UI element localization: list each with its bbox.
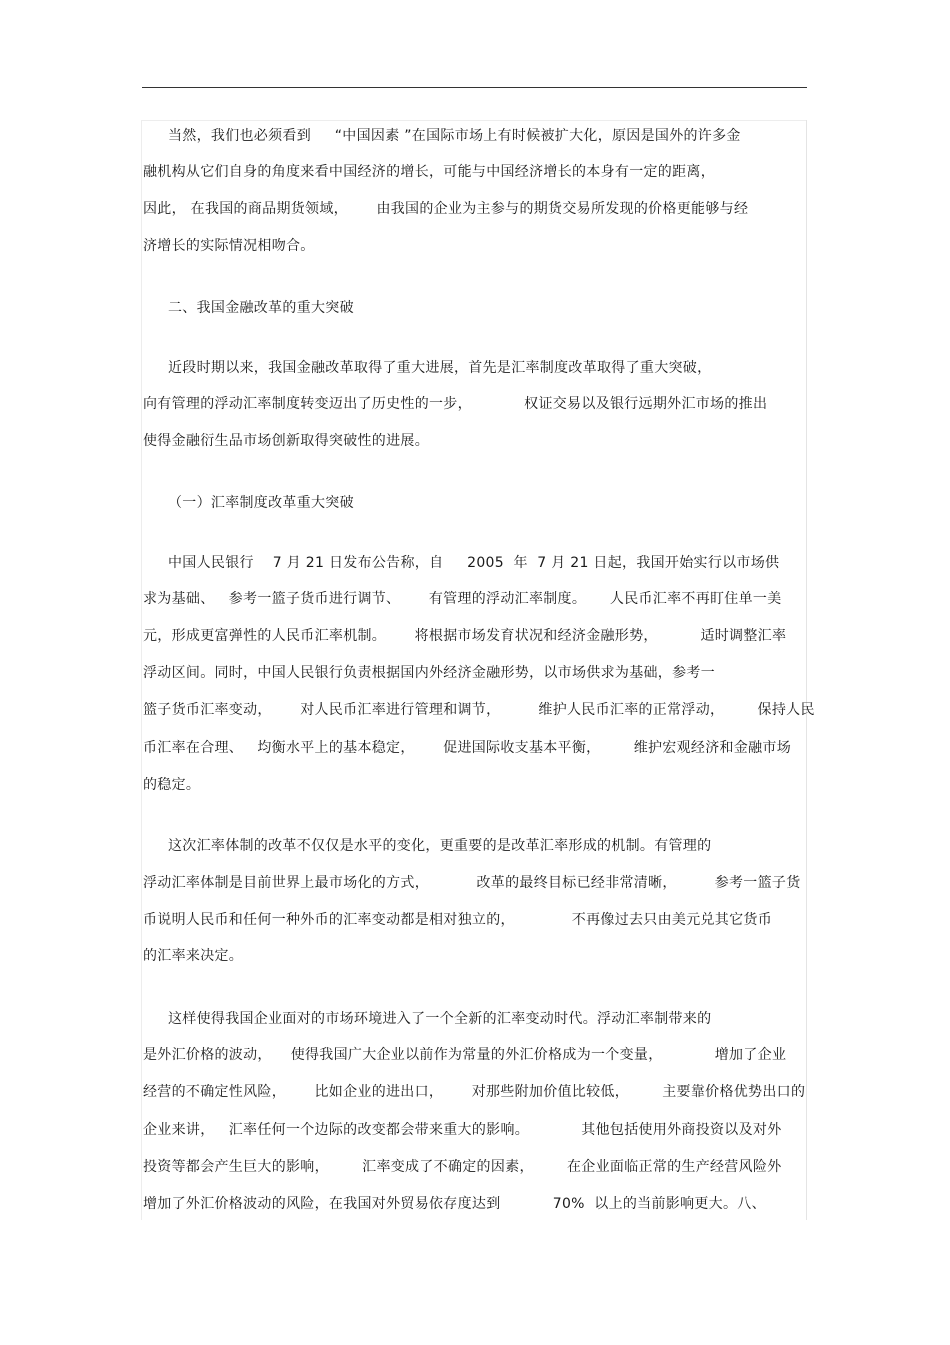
paragraph-5-line-5: 投资等都会产生巨大的影响， 汇率变成了不确定的因素， 在企业面临正常的生产经营风险外	[143, 1159, 782, 1175]
content-frame-top	[141, 120, 807, 121]
paragraph-3-line-6: 币汇率在合理、 均衡水平上的基本稳定， 促进国际收支基本平衡， 维护宏观经济和金融市场	[143, 740, 791, 756]
paragraph-4-line-4: 的汇率来决定。	[143, 948, 244, 964]
paragraph-4-line-3: 币说明人民币和任何一种外币的汇率变动都是相对独立的， 不再像过去只由美元兑其它货币	[143, 912, 772, 928]
paragraph-3-line-7: 的稳定。	[143, 777, 201, 793]
paragraph-2-line-2: 向有管理的浮动汇率制度转变迈出了历史性的一步， 权证交易以及银行远期外汇市场的推出	[143, 396, 768, 412]
section-heading-2: 二、我国金融改革的重大突破	[168, 300, 354, 316]
subsection-heading-1: （一）汇率制度改革重大突破	[168, 495, 354, 511]
paragraph-5-line-4: 企业来讲， 汇率任何一个边际的改变都会带来重大的影响。 其他包括使用外商投资以及对外	[143, 1122, 782, 1138]
paragraph-5-line-1: 这样使得我国企业面对的市场环境进入了一个全新的汇率变动时代。浮动汇率制带来的	[168, 1011, 712, 1027]
paragraph-2-line-3: 使得金融衍生品市场创新取得突破性的进展。	[143, 433, 429, 449]
paragraph-5-line-3: 经营的不确定性风险， 比如企业的进出口， 对那些附加价值比较低， 主要靠价格优势出口的	[143, 1084, 806, 1100]
paragraph-2-line-1: 近段时期以来，我国金融改革取得了重大进展，首先是汇率制度改革取得了重大突破，	[168, 360, 712, 376]
paragraph-3-line-1: 中国人民银行 7 月 21 日发布公告称，自 2005 年 7 月 21 日起，我国开始实行以市场供	[168, 555, 780, 571]
paragraph-1-line-1: 当然，我们也必须看到 “中国因素 ”在国际市场上有时候被扩大化，原因是国外的许多金	[168, 128, 741, 144]
paragraph-4-line-2: 浮动汇率体制是目前世界上最市场化的方式， 改革的最终目标已经非常清晰， 参考一篮子货	[143, 875, 801, 891]
content-frame-left	[141, 120, 142, 1220]
paragraph-1-line-4: 济增长的实际情况相吻合。	[143, 238, 315, 254]
paragraph-3-line-2: 求为基础、 参考一篮子货币进行调节、 有管理的浮动汇率制度。 人民币汇率不再盯住单一美	[143, 591, 782, 607]
header-rule	[142, 87, 807, 88]
paragraph-3-line-5: 篮子货币汇率变动， 对人民币汇率进行管理和调节， 维护人民币汇率的正常浮动， 保持人民	[143, 702, 815, 718]
paragraph-5-line-2: 是外汇价格的波动， 使得我国广大企业以前作为常量的外汇价格成为一个变量， 增加了企业	[143, 1047, 787, 1063]
paragraph-1-line-2: 融机构从它们自身的角度来看中国经济的增长，可能与中国经济增长的本身有一定的距离，	[143, 164, 715, 180]
content-frame-right	[806, 120, 807, 1220]
paragraph-5-line-6: 增加了外汇价格波动的风险，在我国对外贸易依存度达到 70% 以上的当前影响更大。八、	[143, 1196, 766, 1212]
paragraph-1-line-3: 因此， 在我国的商品期货领域， 由我国的企业为主参与的期货交易所发现的价格更能够与经	[143, 201, 749, 217]
paragraph-4-line-1: 这次汇率体制的改革不仅仅是水平的变化，更重要的是改革汇率形成的机制。有管理的	[168, 838, 712, 854]
paragraph-3-line-4: 浮动区间。同时，中国人民银行负责根据国内外经济金融形势，以市场供求为基础，参考一	[143, 665, 715, 681]
paragraph-3-line-3: 元，形成更富弹性的人民币汇率机制。 将根据市场发育状况和经济金融形势， 适时调整汇率	[143, 628, 787, 644]
